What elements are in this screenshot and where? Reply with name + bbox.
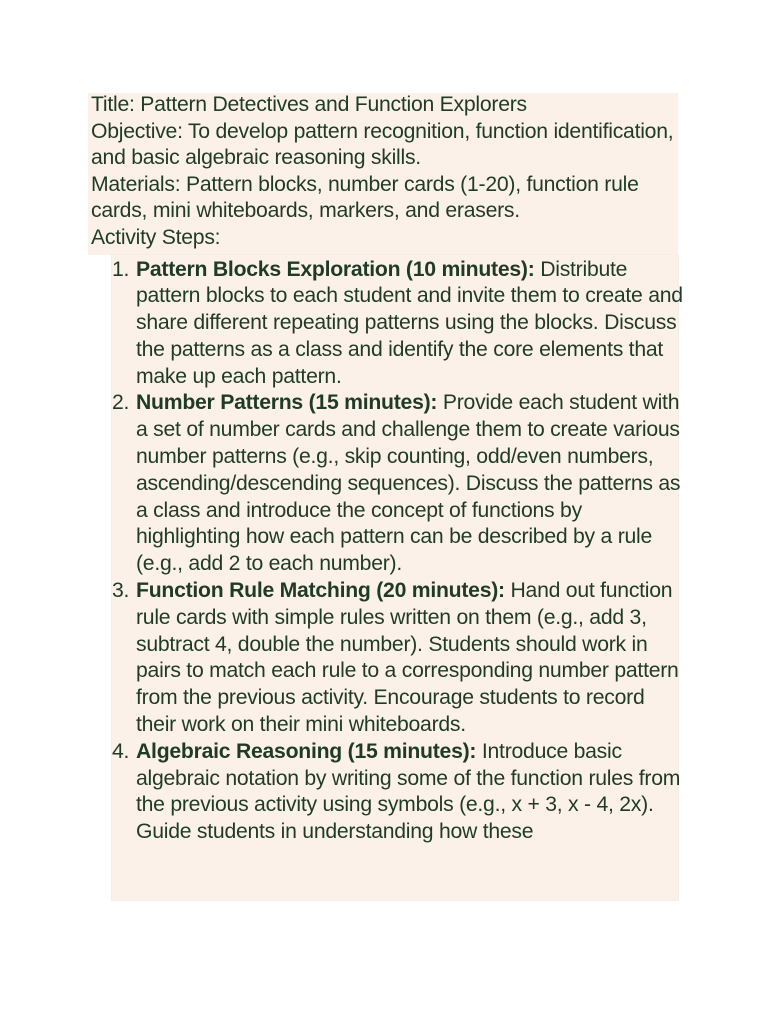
step-item-1 [112,257,684,391]
step-number: 3. [112,579,130,603]
step-title: Algebraic Reasoning (15 minutes): [136,739,477,763]
step-item-3 [112,578,684,739]
activity-steps-heading: Activity Steps: [91,225,221,249]
step-number: 1. [112,257,130,281]
step-item-4 [112,739,684,846]
activity-steps-list [112,257,684,897]
step-item-2 [112,390,684,578]
objective-line: Objective: To develop pattern recognition, function identification, and basic algebraic reasoning skills. [91,119,674,170]
step-title: Function Rule Matching (20 minutes): [136,579,505,603]
step-number: 4. [112,739,130,763]
step-text: Distribute pattern blocks to each student and invite them to create and share different repeating patterns using the blocks. Discuss the patterns as a class and identify the core elements that make up each pattern. [136,257,683,388]
materials-line: Materials: Pattern blocks, number cards (1-20), function rule cards, mini whiteboards, markers, and erasers. [91,172,639,223]
step-number: 2. [112,391,130,415]
step-text: Introduce basic algebraic notation by writing some of the function rules from the previous activity using symbols (e.g., x + 3, x - 4, 2x). Guide students in understanding how these [136,739,681,844]
step-text: Hand out function rule cards with simple rules written on them (e.g., add 3, subtract 4, double the number). Students should work in pairs to match each rule to a corresponding number pattern from the previous activity. Encourage students to record their work on their mini whiteboards. [136,579,679,737]
step-text: Provide each student with a set of number cards and challenge them to create various number patterns (e.g., skip counting, odd/even numbers, ascending/descending sequences). Discuss the patterns as a class and introduce the concept of functions by highlighting how each pattern can be described by a rule (e.g., add 2 to each number). [136,391,681,576]
title-line: Title: Pattern Detectives and Function Explorers [91,93,527,116]
step-title: Number Patterns (15 minutes): [136,391,438,415]
step-title: Pattern Blocks Exploration (10 minutes): [136,257,535,281]
document-header [91,92,681,252]
